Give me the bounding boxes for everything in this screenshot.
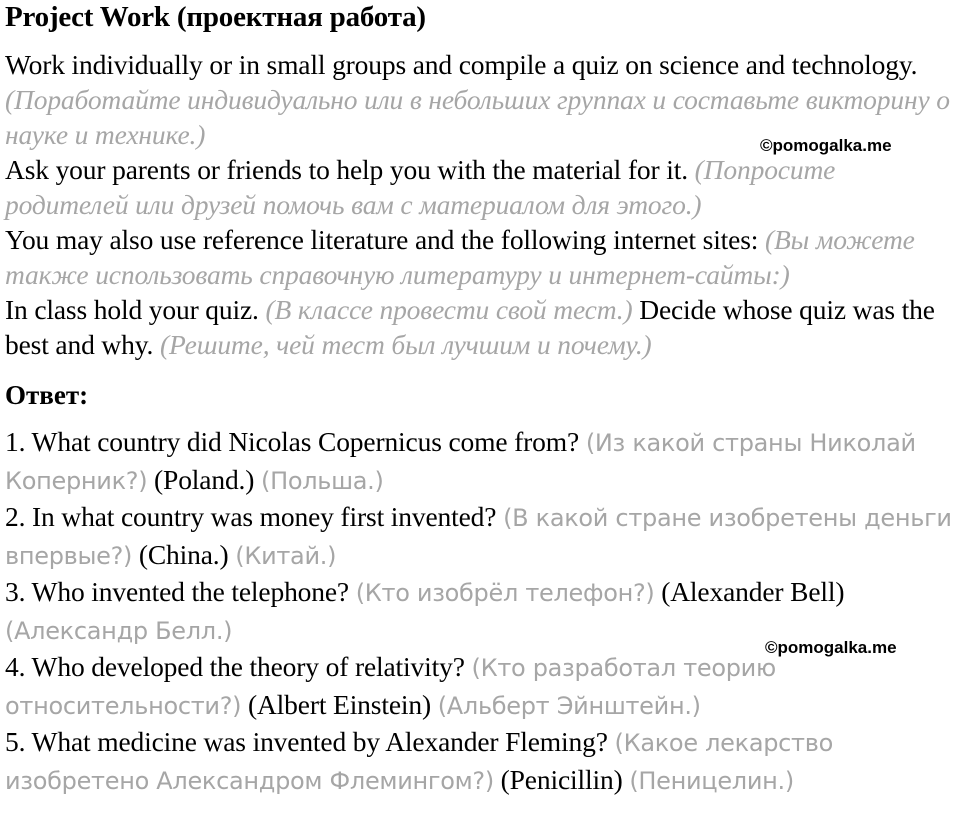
instruction-3-ru: (Вы можете также использовать справочную литературу и интернет-сайты:)	[5, 224, 915, 290]
answer-text: (China.)	[138, 538, 229, 570]
answer-translation: (Польша.)	[261, 466, 384, 495]
question-text: 2. In what country was money first invented?	[5, 501, 497, 532]
task-instructions	[5, 47, 959, 362]
instruction-2-en: Ask your parents or friends to help you with the material for it.	[5, 154, 688, 185]
answer-list	[5, 424, 959, 799]
instruction-1-ru: (Поработайте индивидуально или в небольших группах и составьте викторину о науке и технике.)	[5, 84, 950, 150]
answer-translation: (Пеницелин.)	[629, 766, 794, 795]
instruction-2-ru: (Попросите родителей или друзей помочь вам с материалом для этого.)	[5, 154, 836, 220]
question-translation: (Кто изобрёл телефон?)	[355, 579, 655, 607]
answer-translation: (Александр Белл.)	[5, 616, 233, 645]
question-translation: (В какой стране изобретены деньги впервые?)	[5, 504, 952, 570]
page-title: Project Work (проектная работа)	[5, 1, 426, 33]
instruction-3	[5, 222, 959, 292]
instruction-2	[5, 152, 959, 222]
answer-text: (Albert Einstein)	[247, 688, 431, 720]
answer-translation: (Китай.)	[235, 541, 337, 570]
answer-heading: Ответ:	[5, 380, 89, 410]
answer-item	[5, 649, 959, 724]
question-text: 3. Who invented the telephone?	[5, 576, 349, 607]
watermark: ©pomogalka.me	[760, 136, 892, 155]
question-text: 5. What medicine was invented by Alexander Fleming?	[5, 726, 608, 757]
instruction-4-ru-2: (Решите, чей тест был лучшим и почему.)	[160, 329, 652, 360]
instruction-4-en: In class hold your quiz.	[5, 294, 259, 325]
instruction-4-en-2: Decide whose quiz was the best and why.	[5, 294, 935, 360]
instruction-4	[5, 292, 959, 362]
instruction-1-en: Work individually or in small groups and compile a quiz on science and technology.	[5, 49, 918, 80]
answer-item	[5, 499, 959, 574]
answer-translation: (Альберт Эйнштейн.)	[437, 691, 701, 720]
answer-text: (Poland.)	[154, 463, 255, 495]
answer-item	[5, 724, 959, 799]
question-translation: (Какое лекарство изобретено Александром Флемингом?)	[5, 729, 833, 795]
question-translation: (Кто разработал теорию относительности?)	[5, 654, 776, 720]
instruction-3-en: You may also use reference literature and the following internet sites:	[5, 224, 759, 255]
instruction-4-ru: (В классе провести свой тест.)	[265, 294, 633, 325]
answer-text: (Alexander Bell)	[661, 576, 845, 607]
watermark: ©pomogalka.me	[765, 638, 897, 657]
document-page	[5, 0, 959, 799]
answer-text: (Penicillin)	[500, 763, 623, 795]
question-text: 1. What country did Nicolas Copernicus come from?	[5, 426, 580, 457]
question-text: 4. Who developed the theory of relativity?	[5, 651, 465, 682]
answer-item	[5, 424, 959, 499]
question-translation: (Из какой страны Николай Коперник?)	[5, 429, 916, 495]
